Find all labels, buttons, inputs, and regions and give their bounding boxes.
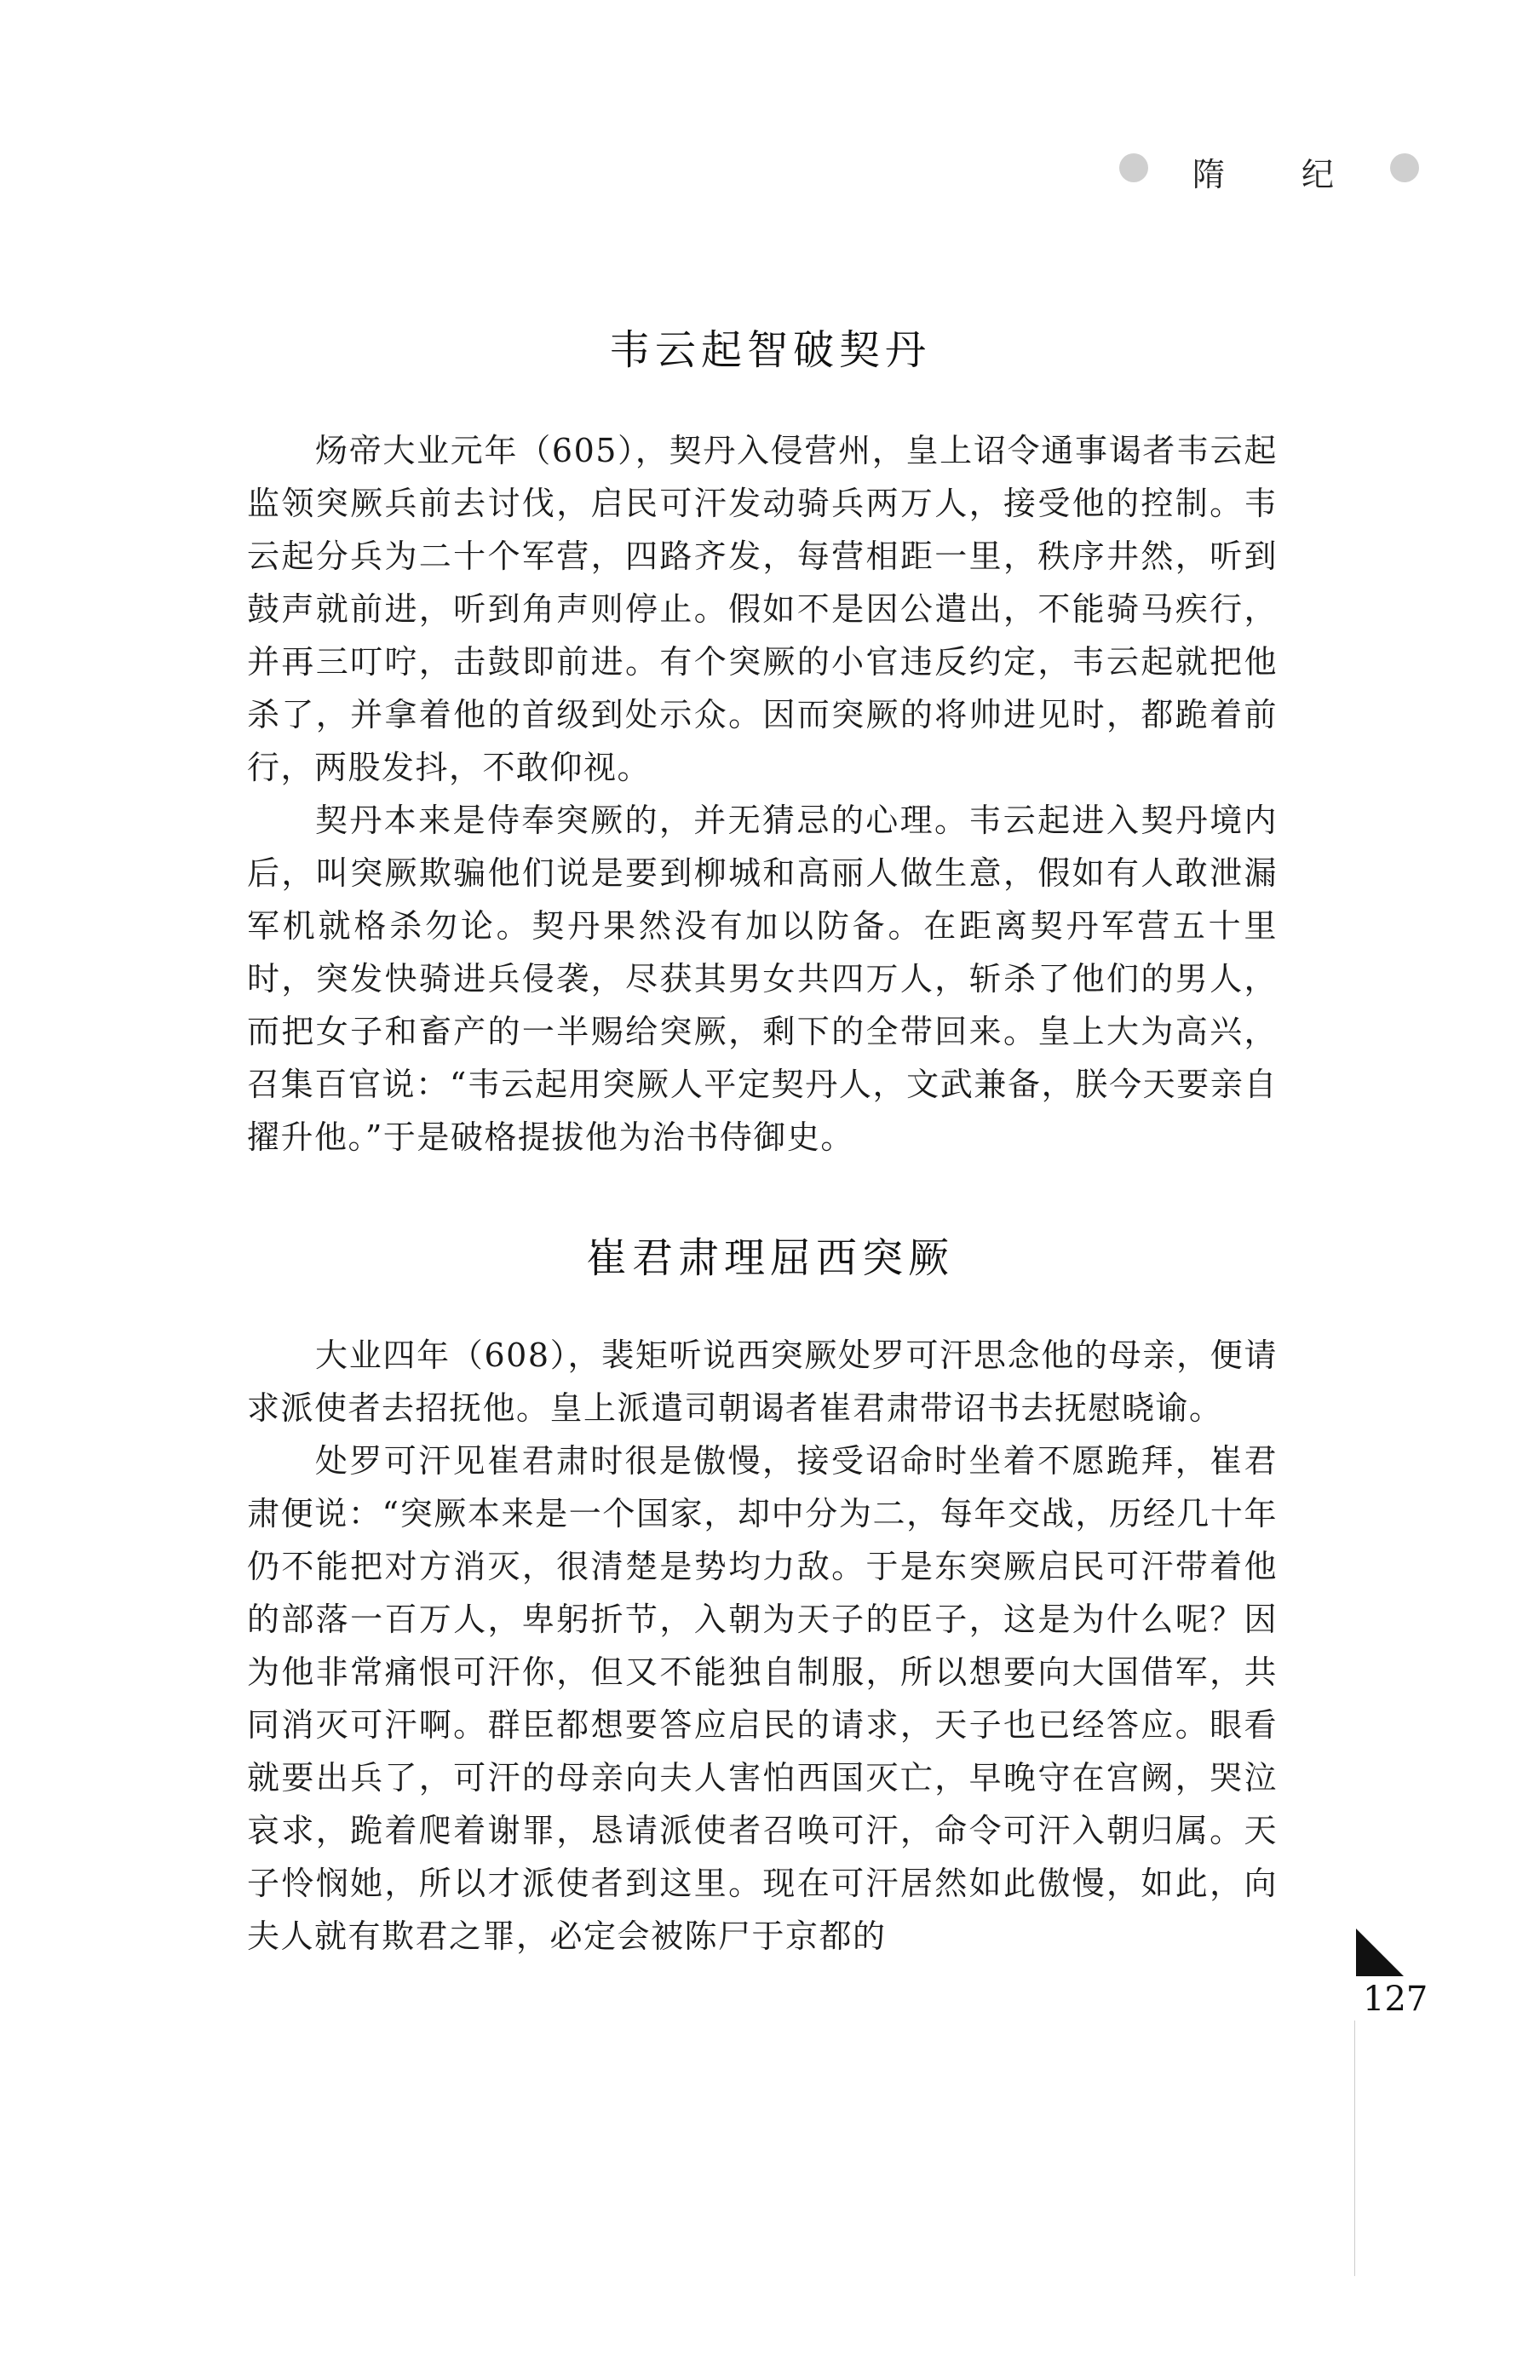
section-1-title: 韦云起智破契丹 (608, 326, 931, 374)
running-head-char-2: 纪 (1302, 156, 1335, 193)
running-head-right-dot (1390, 153, 1419, 182)
running-head-char-1: 隋 (1192, 156, 1226, 193)
section-1-paragraph-1: 炀帝大业元年（605），契丹入侵营州，皇上诏令通事谒者韦云起监领突厥兵前去讨伐，启民可汗发动骑兵两万人，接受他的控制。韦云起分兵为二十个军营，四路齐发，每营相距一里，秩序井然，听到鼓声就前进，听到角声则停止。假如不是因公遣出，不能骑马疾行，并再三叮咛，击鼓即前进。有个突厥的小官违反约定，韦云起就把他杀了，并拿着他的首级到处示众。因而突厥的将帅进见时，都跪着前行，两股发抖，不敢仰视。 (247, 432, 1278, 786)
section-2-title: 崔君肃理屈西突厥 (585, 1234, 954, 1282)
section-2-body (247, 1329, 1278, 1963)
margin-rule (1354, 2021, 1355, 2276)
page-number: 127 (1363, 1980, 1428, 2019)
running-head-left-dot (1119, 153, 1148, 182)
running-head (1107, 147, 1431, 193)
section-1-body (247, 424, 1278, 1164)
section-1-paragraph-2: 契丹本来是侍奉突厥的，并无猜忌的心理。韦云起进入契丹境内后，叫突厥欺骗他们说是要到柳城和高丽人做生意，假如有人敢泄漏军机就格杀勿论。契丹果然没有加以防备。在距离契丹军营五十里时，突发快骑进兵侵袭，尽获其男女共四万人，斩杀了他们的男人，而把女子和畜产的一半赐给突厥，剩下的全带回来。皇上大为高兴，召集百官说：“韦云起用突厥人平定契丹人，文武兼备，朕今天要亲自擢升他。”于是破格提拔他为治书侍御史。 (247, 802, 1278, 1156)
section-2-paragraph-2: 处罗可汗见崔君肃时很是傲慢，接受诏命时坐着不愿跪拜，崔君肃便说：“突厥本来是一个国家，却中分为二，每年交战，历经几十年仍不能把对方消灭，很清楚是势均力敌。于是东突厥启民可汗带着他的部落一百万人，卑躬折节，入朝为天子的臣子，这是为什么呢？因为他非常痛恨可汗你，但又不能独自制服，所以想要向大国借军，共同消灭可汗啊。群臣都想要答应启民的请求，天子也已经答应。眼看就要出兵了，可汗的母亲向夫人害怕西国灭亡，早晚守在宫阙，哭泣哀求，跪着爬着谢罪，恳请派使者召唤可汗，命令可汗入朝归属。天子怜悯她，所以才派使者到这里。现在可汗居然如此傲慢，如此，向夫人就有欺君之罪，必定会被陈尸于京都的 (247, 1442, 1278, 1955)
section-2-paragraph-1: 大业四年（608），裴矩听说西突厥处罗可汗思念他的母亲，便请求派使者去招抚他。皇上派遣司朝谒者崔君肃带诏书去抚慰晓谕。 (247, 1337, 1278, 1427)
page-corner-triangle (1356, 1929, 1404, 1976)
